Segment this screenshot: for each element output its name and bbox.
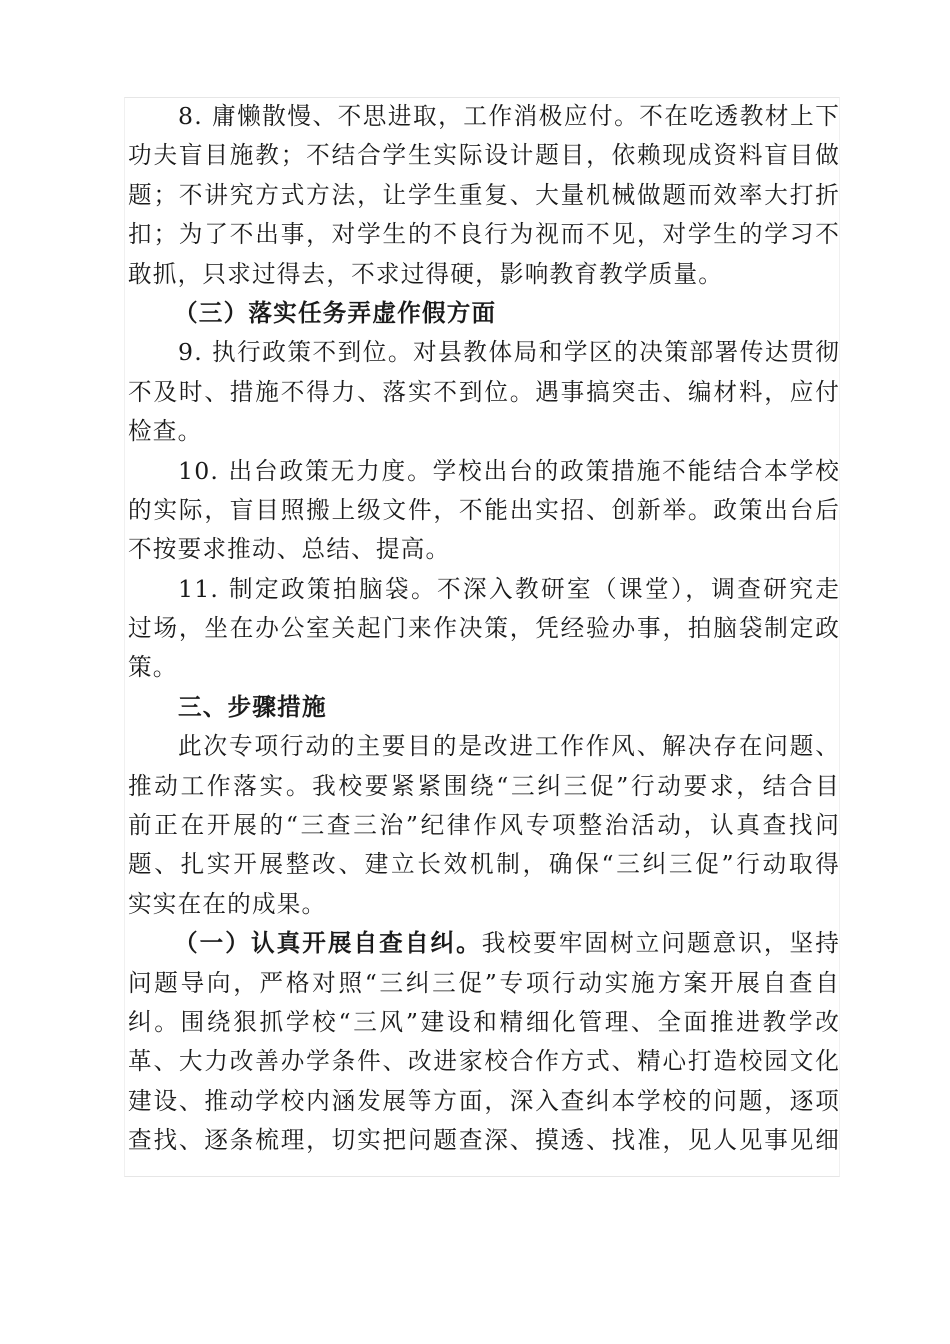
lead-heading: （一）认真开展自查自纠。 <box>174 929 482 958</box>
text-line: 实实在在的成果。 <box>128 889 327 918</box>
text-line: 纠。围绕狠抓学校“三风”建设和精细化管理、全面推进教学改 <box>128 1007 840 1036</box>
text-line: 问题导向，严格对照“三纠三促”专项行动实施方案开展自查自 <box>128 968 840 997</box>
text-line: 推动工作落实。我校要紧紧围绕“三纠三促”行动要求，结合目 <box>128 771 840 800</box>
text-line: 前正在开展的“三查三治”纪律作风专项整治活动，认真查找问 <box>128 811 840 840</box>
text-line: 检查。 <box>128 417 203 446</box>
paragraph-item-10 <box>128 452 840 570</box>
lead-continuation: 我校要牢固树立问题意识，坚持 <box>481 929 840 958</box>
text-line: 扣；为了不出事，对学生的不良行为视而不见，对学生的学习不 <box>128 220 840 249</box>
text-line: 不按要求推动、总结、提高。 <box>128 535 451 564</box>
subheading-text: （三）落实任务弄虚作假方面 <box>174 298 497 327</box>
text-line: 题；不讲究方式方法，让学生重复、大量机械做题而效率大打折 <box>128 180 840 209</box>
text-line: 9. 执行政策不到位。对县教体局和学区的决策部署传达贯彻 <box>178 338 840 367</box>
section-heading-3 <box>128 688 840 727</box>
paragraph-item-9 <box>128 333 840 451</box>
text-line: 此次专项行动的主要目的是改进工作作风、解决存在问题、 <box>178 732 840 761</box>
paragraph-item-8 <box>128 97 840 294</box>
text-line: 革、大力改善办学条件、改进家校合作方式、精心打造校园文化 <box>128 1047 840 1076</box>
text-line: 8. 庸懒散慢、不思进取，工作消极应付。不在吃透教材上下 <box>178 102 840 130</box>
document-body <box>128 97 840 1161</box>
paragraph-item-11 <box>128 570 840 688</box>
text-line: 不及时、措施不得力、落实不到位。遇事搞突击、编材料，应付 <box>128 377 840 406</box>
paragraph-purpose <box>128 727 840 924</box>
text-line: 敢抓，只求过得去，不求过得硬，影响教育教学质量。 <box>128 259 724 288</box>
text-line <box>128 924 840 963</box>
text-line: 过场，坐在办公室关起门来作决策，凭经验办事，拍脑袋制定政 <box>128 614 840 643</box>
text-line: 查找、逐条梳理，切实把问题查深、摸透、找准，见人见事见细 <box>128 1126 840 1155</box>
paragraph-self-check <box>128 924 840 1160</box>
text-line: 11. 制定政策拍脑袋。不深入教研室（课堂），调查研究走 <box>178 574 840 603</box>
text-line: 功夫盲目施教；不结合学生实际设计题目，依赖现成资料盲目做 <box>128 141 840 170</box>
text-line: 的实际，盲目照搬上级文件，不能出实招、创新举。政策出台后 <box>128 495 840 524</box>
text-line: 策。 <box>128 653 178 682</box>
section-heading-text: 三、步骤措施 <box>178 692 327 721</box>
text-line: 题、扎实开展整改、建立长效机制，确保“三纠三促”行动取得 <box>128 850 840 879</box>
subheading-3 <box>128 294 840 333</box>
text-line: 建设、推动学校内涵发展等方面，深入查纠本学校的问题，逐项 <box>128 1086 840 1115</box>
text-line: 10. 出台政策无力度。学校出台的政策措施不能结合本学校 <box>178 456 840 485</box>
